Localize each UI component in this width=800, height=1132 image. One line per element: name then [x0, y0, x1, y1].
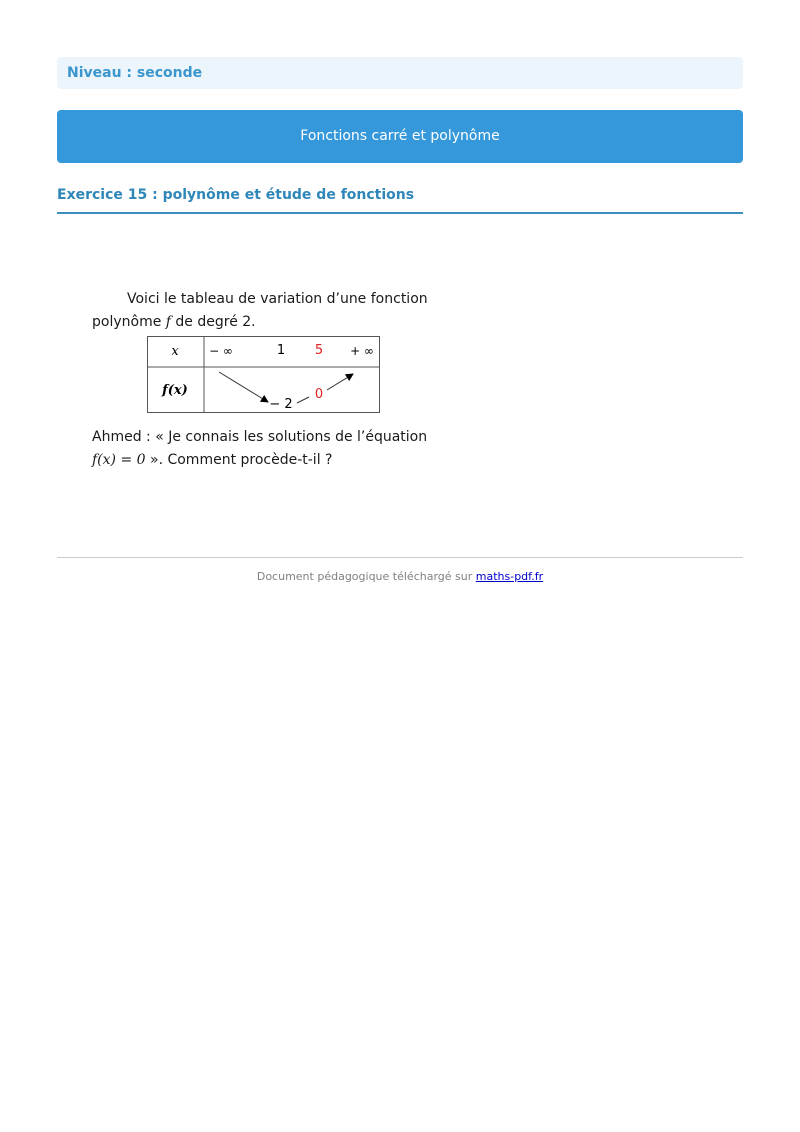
increasing-arrow-start [297, 397, 309, 403]
f-min-value: − 2 [269, 397, 293, 412]
x-value-minus-infinity: − ∞ [209, 344, 233, 358]
exercise-intro: Voici le tableau de variation d’une fonction polynôme f de degré 2. [92, 291, 428, 330]
exercise-title: Exercice 15 : polynôme et étude de fonctions [57, 184, 743, 214]
variation-table [147, 336, 383, 416]
level-label: Niveau : seconde [57, 57, 743, 89]
x-header: x [171, 344, 179, 359]
footer-divider [57, 557, 743, 558]
exercise-question: Ahmed : « Je connais les solutions de l’équation f(x) = 0 ». Comment procède-t-il ? [92, 429, 428, 468]
x-value-5: 5 [314, 343, 324, 358]
fx-header: f(x) [162, 383, 188, 398]
decreasing-arrow [219, 372, 268, 402]
chapter-banner: Fonctions carré et polynôme [57, 110, 743, 163]
table-border [148, 337, 380, 413]
footer: Document pédagogique téléchargé sur maths-pdf.fr [256, 570, 544, 583]
f-zero-value: 0 [314, 387, 324, 402]
x-value-plus-infinity: + ∞ [350, 344, 374, 358]
increasing-arrow [327, 374, 353, 390]
footer-link[interactable]: maths-pdf.fr [475, 570, 544, 583]
x-value-1: 1 [276, 343, 286, 358]
exercise-content [92, 288, 452, 468]
